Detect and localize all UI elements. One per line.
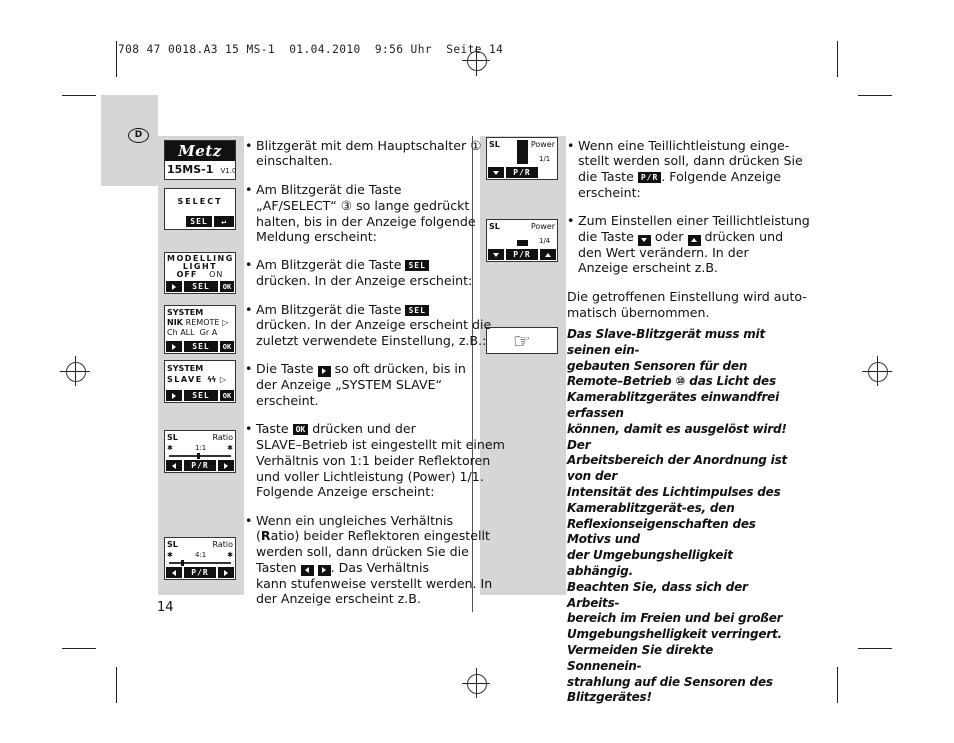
lcd-off-on bbox=[167, 270, 233, 279]
warning-line: Das Slave-Blitzgerät muss mit seinen ein- bbox=[567, 327, 765, 357]
up-arrow-icon bbox=[691, 238, 697, 242]
left-b7d2-text: . Das Verhältnis bbox=[330, 560, 430, 575]
right-key-icon bbox=[318, 565, 331, 576]
right-b2c: den Wert verändern. In der bbox=[578, 245, 749, 260]
language-badge: D bbox=[128, 128, 149, 143]
warning-line: gebauten Sensoren für den bbox=[567, 358, 748, 373]
lcd-power-1-4 bbox=[486, 219, 558, 262]
lcd-channel: Ch ALL Gr A bbox=[167, 328, 218, 337]
right-b2d: Anzeige erscheint z.B. bbox=[578, 260, 719, 275]
lcd-system-slave bbox=[164, 360, 236, 403]
lcd-keys bbox=[166, 216, 234, 227]
key-sel: SEL bbox=[186, 216, 212, 227]
left-b5a bbox=[256, 361, 466, 377]
ratio-bar bbox=[169, 455, 231, 457]
left-b7d bbox=[256, 560, 429, 576]
warning-line: können, damit es ausgelöst wird! Der bbox=[567, 421, 787, 452]
key-pr: P/R bbox=[506, 167, 538, 178]
lcd-sl: SL bbox=[167, 433, 178, 442]
left-b5a-text: Die Taste bbox=[256, 361, 314, 376]
right-arrow-icon bbox=[172, 393, 176, 399]
key-right bbox=[218, 567, 234, 578]
left-b1b: einschalten. bbox=[256, 153, 333, 168]
sel-key-icon: SEL bbox=[405, 260, 428, 271]
warning-line: Beachten Sie, dass sich der Arbeits- bbox=[567, 579, 748, 610]
left-b2c: halten, bis in der Anzeige folgende bbox=[256, 214, 476, 229]
left-b2a: Am Blitzgerät die Taste bbox=[256, 182, 402, 197]
right-b1c-text: die Taste bbox=[578, 169, 634, 184]
lcd-modelling-light bbox=[164, 252, 236, 294]
left-b7e: kann stufenweise verstellt werden. In bbox=[256, 576, 493, 591]
lcd-keys bbox=[166, 390, 234, 401]
key-sel: SEL bbox=[184, 281, 218, 292]
left-b7a: Wenn ein ungleiches Verhältnis bbox=[256, 513, 454, 528]
lcd-select bbox=[164, 188, 236, 230]
left-b2d: Meldung erscheint: bbox=[256, 229, 377, 244]
right-p1a: Die getroffenen Einstellung wird auto- bbox=[567, 289, 807, 304]
left-b6e: Folgende Anzeige erscheint: bbox=[256, 484, 435, 499]
key-ok: OK bbox=[220, 390, 234, 401]
key-sel: SEL bbox=[184, 341, 218, 352]
logo-model: 15MS-1 bbox=[167, 163, 214, 176]
right-arrow-icon bbox=[322, 567, 326, 573]
left-b7b: (Ratio) beider Reflektoren eingestellt bbox=[256, 528, 490, 543]
down-key-icon bbox=[638, 235, 651, 246]
left-b6d: und voller Lichtleistung (Power) 1/1. bbox=[256, 469, 484, 484]
key-back: ↵ bbox=[214, 216, 234, 227]
lcd-ratio-row bbox=[167, 551, 233, 560]
pr-key-icon: P/R bbox=[638, 172, 661, 183]
bullet: • bbox=[567, 138, 575, 153]
lcd-power-1-1 bbox=[486, 137, 558, 180]
power-bar bbox=[517, 240, 528, 246]
lcd-ratio-4-1 bbox=[164, 537, 236, 580]
left-b7f: der Anzeige erscheint z.B. bbox=[256, 591, 421, 606]
key-right bbox=[166, 281, 182, 292]
right-b1d: erscheint: bbox=[578, 185, 641, 200]
flash-head-icon: ✱ bbox=[167, 551, 173, 559]
lcd-ratio: Ratio bbox=[212, 433, 233, 442]
lcd-keys bbox=[166, 281, 234, 292]
left-b4a bbox=[256, 302, 429, 318]
left-b6a bbox=[256, 421, 416, 437]
bullet: • bbox=[567, 213, 575, 228]
note-box bbox=[486, 327, 558, 354]
down-arrow-icon bbox=[493, 171, 499, 175]
lcd-system-nik bbox=[164, 305, 236, 354]
bullet: • bbox=[245, 361, 253, 376]
lcd-light: LIGHT bbox=[182, 262, 218, 271]
right-arrow-icon bbox=[172, 284, 176, 290]
lcd-on: ON bbox=[209, 270, 224, 279]
registration-circle bbox=[868, 362, 888, 382]
left-b5c: erscheint. bbox=[256, 393, 319, 408]
pointing-hand-icon: ☞ bbox=[513, 328, 531, 353]
warning-line: strahlung auf die Sensoren des bbox=[567, 674, 773, 689]
ratio-bar-marker bbox=[181, 560, 184, 566]
lcd-system: SYSTEM bbox=[167, 308, 204, 317]
lcd-ratio-row bbox=[167, 444, 233, 453]
lcd-sl: SL bbox=[489, 140, 500, 149]
key-ok: OK bbox=[220, 341, 234, 352]
lcd-system: SYSTEM bbox=[167, 364, 204, 373]
lcd-keys bbox=[166, 567, 234, 578]
left-b7b-bold: R bbox=[260, 528, 271, 543]
left-b6b: SLAVE–Betrieb ist eingestellt mit einem bbox=[256, 437, 505, 452]
flash-icon: ϟϟ bbox=[206, 375, 216, 384]
lcd-keys bbox=[166, 460, 234, 471]
left-key-icon bbox=[301, 565, 314, 576]
key-pr: P/R bbox=[184, 567, 216, 578]
power-bar bbox=[517, 140, 528, 164]
right-arrow-icon bbox=[172, 344, 176, 350]
print-slug: 708 47 0018.A3 15 MS-1 01.04.2010 9:56 Uhr Seite 14 bbox=[118, 43, 504, 56]
key-left bbox=[166, 567, 182, 578]
left-b4c: zuletzt verwendete Einstellung, z.B.: bbox=[256, 333, 487, 348]
key-down bbox=[488, 249, 504, 260]
up-key-icon bbox=[688, 235, 701, 246]
crop-mark bbox=[62, 95, 96, 96]
up-arrow-icon bbox=[545, 253, 551, 257]
ratio-bar bbox=[169, 562, 231, 564]
metz-logo bbox=[164, 140, 236, 180]
warning-line: Remote–Betrieb ⑩ das Licht des bbox=[567, 374, 776, 389]
left-b7c: werden soll, dann drücken Sie die bbox=[256, 544, 469, 559]
right-arrow-icon bbox=[224, 463, 228, 469]
right-b1b: stellt werden soll, dann drücken Sie bbox=[578, 153, 803, 168]
lcd-header bbox=[167, 433, 233, 442]
left-arrow-icon bbox=[172, 570, 176, 576]
lcd-off: OFF bbox=[176, 270, 198, 279]
left-b5a2-text: so oft drücken, bis in bbox=[334, 361, 466, 376]
key-down bbox=[488, 167, 504, 178]
key-up bbox=[540, 249, 556, 260]
down-arrow-icon bbox=[641, 238, 647, 242]
crop-mark bbox=[837, 667, 838, 703]
lcd-keys bbox=[488, 249, 556, 260]
language-tab bbox=[101, 95, 158, 186]
bullet: • bbox=[245, 513, 253, 528]
right-display-column bbox=[480, 136, 566, 595]
right-b1a: Wenn eine Teillichtleistung einge- bbox=[578, 138, 790, 153]
ratio-bar-marker bbox=[197, 453, 200, 459]
crop-mark bbox=[858, 95, 892, 96]
logo-version: V1.0 bbox=[220, 167, 237, 175]
key-pr: P/R bbox=[506, 249, 538, 260]
crop-mark bbox=[116, 41, 117, 77]
page-number: 14 bbox=[157, 600, 174, 615]
key-sel: SEL bbox=[184, 390, 218, 401]
right-b2b3-text: drücken und bbox=[704, 229, 784, 244]
registration-circle bbox=[66, 362, 86, 382]
right-b2a: Zum Einstellen einer Teillichtleistung bbox=[578, 213, 810, 228]
bullet: • bbox=[245, 302, 253, 317]
lcd-ratio: Ratio bbox=[212, 540, 233, 549]
left-b1a: Blitzgerät mit dem Hauptschalter ① bbox=[256, 138, 482, 153]
key-pr: P/R bbox=[184, 460, 216, 471]
bullet: • bbox=[245, 421, 253, 436]
warning-line: Kamerablitzgerätes einwandfrei erfassen bbox=[567, 390, 780, 420]
left-b7d-text: Tasten bbox=[256, 560, 297, 575]
bullet: • bbox=[245, 138, 253, 153]
key-right bbox=[166, 390, 182, 401]
sel-key-icon: SEL bbox=[405, 305, 428, 316]
right-b1c bbox=[578, 169, 781, 185]
lcd-select-text: SELECT bbox=[177, 197, 223, 206]
left-b5b: der Anzeige „SYSTEM SLAVE“ bbox=[256, 377, 443, 392]
lcd-arrow-icon: ▷ bbox=[219, 375, 228, 384]
left-b2b: „AF/SELECT“ ③ so lange gedrückt bbox=[256, 198, 470, 213]
lcd-slave bbox=[167, 375, 233, 384]
right-b2b-text: die Taste bbox=[578, 229, 634, 244]
down-arrow-icon bbox=[493, 253, 499, 257]
warning-line: der Umgebungshelligkeit abhängig. bbox=[567, 548, 733, 578]
right-b1c2-text: . Folgende Anzeige bbox=[661, 169, 781, 184]
crop-mark bbox=[116, 667, 117, 703]
left-b3a-text: Am Blitzgerät die Taste bbox=[256, 257, 402, 272]
bullet: • bbox=[245, 257, 253, 272]
lcd-arrow-icon: ▷ bbox=[222, 318, 229, 327]
warning-line: Vermeiden Sie direkte Sonnenein- bbox=[567, 642, 714, 673]
right-b2b bbox=[578, 229, 783, 246]
key-left bbox=[166, 460, 182, 471]
warning-line: Kamerablitzgerät-es, den bbox=[567, 500, 735, 515]
lcd-sl: SL bbox=[489, 222, 500, 231]
crop-mark bbox=[858, 648, 892, 649]
lcd-ratio-value: 1:1 bbox=[195, 444, 207, 452]
lcd-keys bbox=[488, 167, 556, 178]
flash-head-icon: ✱ bbox=[227, 444, 233, 452]
registration-circle bbox=[467, 674, 487, 694]
lcd-remote: REMOTE bbox=[185, 318, 220, 327]
lcd-keys bbox=[166, 341, 234, 352]
lcd-slave-text: SLAVE bbox=[167, 375, 203, 384]
right-p1b: matisch übernommen. bbox=[567, 305, 710, 320]
left-b6a-text: Taste bbox=[256, 421, 289, 436]
left-arrow-icon bbox=[305, 567, 309, 573]
crop-mark bbox=[837, 41, 838, 77]
logo-brand: Metz bbox=[178, 142, 222, 160]
bullet: • bbox=[245, 182, 253, 197]
left-b7b-text: atio) beider Reflektoren eingestellt bbox=[270, 528, 490, 543]
left-b4a-text: Am Blitzgerät die Taste bbox=[256, 302, 402, 317]
warning-line: Umgebungshelligkeit verringert. bbox=[567, 627, 782, 642]
key-ok: OK bbox=[220, 281, 234, 292]
left-arrow-icon bbox=[172, 463, 176, 469]
warning-line: Blitzgerätes! bbox=[567, 690, 652, 705]
warning-line: bereich im Freien und bei großer bbox=[567, 611, 783, 626]
key-right bbox=[218, 460, 234, 471]
lcd-ratio-value: 4:1 bbox=[195, 551, 207, 559]
crop-mark bbox=[62, 648, 96, 649]
left-b6a2-text: drücken und der bbox=[312, 421, 416, 436]
left-b6c: Verhältnis von 1:1 beider Reflektoren bbox=[256, 453, 491, 468]
key-right bbox=[166, 341, 182, 352]
lcd-nik-remote bbox=[167, 318, 233, 327]
right-key-icon bbox=[318, 366, 331, 377]
warning-line: Intensität des Lichtimpulses des bbox=[567, 484, 781, 499]
lcd-ratio-1-1 bbox=[164, 430, 236, 473]
lcd-nik: NIK bbox=[167, 318, 183, 327]
flash-head-icon: ✱ bbox=[227, 551, 233, 559]
right-arrow-icon bbox=[322, 368, 326, 374]
warning-line: Reflexionseigenschaften des Motivs und bbox=[567, 516, 756, 547]
ok-key-icon: OK bbox=[293, 424, 309, 435]
lcd-power-value: 1/1 bbox=[539, 155, 551, 163]
left-b3b: drücken. In der Anzeige erscheint: bbox=[256, 273, 473, 288]
lcd-header bbox=[489, 222, 555, 231]
right-b2b2-text: oder bbox=[654, 229, 684, 244]
lcd-power: Power bbox=[530, 140, 555, 149]
lcd-power: Power bbox=[530, 222, 555, 231]
flash-head-icon: ✱ bbox=[167, 444, 173, 452]
left-b4b: drücken. In der Anzeige erscheint die bbox=[256, 317, 492, 332]
lcd-header bbox=[167, 540, 233, 549]
slave-warning bbox=[567, 327, 789, 706]
warning-line: Arbeitsbereich der Anordnung ist von der bbox=[567, 453, 788, 484]
lcd-power-value: 1/4 bbox=[539, 237, 551, 245]
logo-model-line bbox=[167, 158, 236, 177]
lcd-sl: SL bbox=[167, 540, 178, 549]
right-arrow-icon bbox=[224, 570, 228, 576]
lcd-modelling: MODELLING bbox=[167, 254, 234, 263]
left-b3a bbox=[256, 257, 429, 273]
